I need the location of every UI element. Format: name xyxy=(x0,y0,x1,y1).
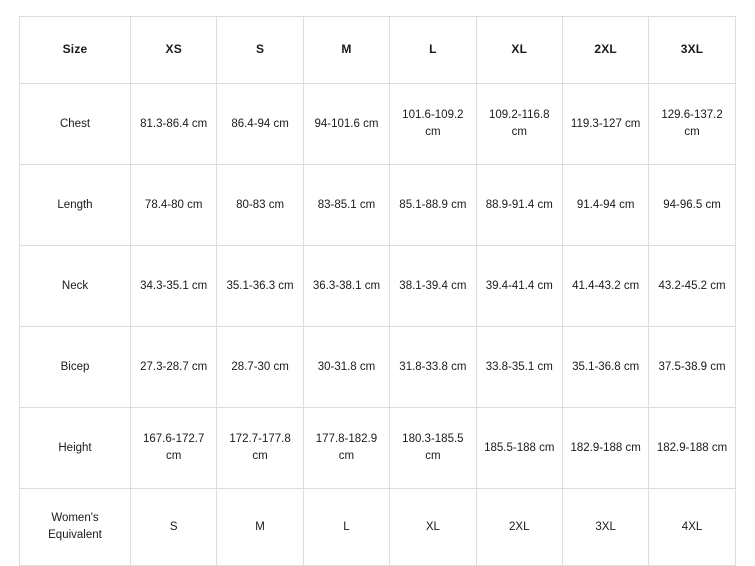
cell-womens-m: L xyxy=(303,489,389,566)
row-label-length: Length xyxy=(20,165,131,246)
size-chart-body xyxy=(20,84,736,566)
row-label-neck: Neck xyxy=(20,246,131,327)
cell-height-xs: 167.6-172.7 cm xyxy=(131,408,217,489)
row-label-chest: Chest xyxy=(20,84,131,165)
cell-height-xl: 185.5-188 cm xyxy=(476,408,562,489)
cell-chest-l: 101.6-109.2 cm xyxy=(390,84,476,165)
column-header-s: S xyxy=(217,17,303,84)
cell-bicep-l: 31.8-33.8 cm xyxy=(390,327,476,408)
column-header-l: L xyxy=(390,17,476,84)
cell-height-2xl: 182.9-188 cm xyxy=(562,408,648,489)
column-header-2xl: 2XL xyxy=(562,17,648,84)
cell-height-m: 177.8-182.9 cm xyxy=(303,408,389,489)
column-header-3xl: 3XL xyxy=(649,17,735,84)
cell-bicep-xl: 33.8-35.1 cm xyxy=(476,327,562,408)
cell-womens-3xl: 4XL xyxy=(649,489,735,566)
cell-womens-xs: S xyxy=(131,489,217,566)
cell-neck-l: 38.1-39.4 cm xyxy=(390,246,476,327)
cell-neck-m: 36.3-38.1 cm xyxy=(303,246,389,327)
cell-womens-xl: 2XL xyxy=(476,489,562,566)
cell-length-xs: 78.4-80 cm xyxy=(131,165,217,246)
cell-womens-l: XL xyxy=(390,489,476,566)
cell-bicep-3xl: 37.5-38.9 cm xyxy=(649,327,735,408)
cell-length-m: 83-85.1 cm xyxy=(303,165,389,246)
cell-length-xl: 88.9-91.4 cm xyxy=(476,165,562,246)
size-chart-sheet xyxy=(0,16,755,541)
cell-neck-3xl: 43.2-45.2 cm xyxy=(649,246,735,327)
cell-chest-2xl: 119.3-127 cm xyxy=(562,84,648,165)
table-row xyxy=(20,246,736,327)
table-row xyxy=(20,408,736,489)
cell-length-2xl: 91.4-94 cm xyxy=(562,165,648,246)
cell-neck-s: 35.1-36.3 cm xyxy=(217,246,303,327)
row-label-womens-equivalent: Women's Equivalent xyxy=(20,489,131,566)
cell-womens-2xl: 3XL xyxy=(562,489,648,566)
cell-chest-3xl: 129.6-137.2 cm xyxy=(649,84,735,165)
cell-length-3xl: 94-96.5 cm xyxy=(649,165,735,246)
table-row xyxy=(20,165,736,246)
cell-chest-xs: 81.3-86.4 cm xyxy=(131,84,217,165)
cell-chest-xl: 109.2-116.8 cm xyxy=(476,84,562,165)
column-header-size: Size xyxy=(20,17,131,84)
cell-height-3xl: 182.9-188 cm xyxy=(649,408,735,489)
cell-chest-m: 94-101.6 cm xyxy=(303,84,389,165)
column-header-xs: XS xyxy=(131,17,217,84)
cell-height-s: 172.7-177.8 cm xyxy=(217,408,303,489)
column-header-m: M xyxy=(303,17,389,84)
cell-length-s: 80-83 cm xyxy=(217,165,303,246)
table-row xyxy=(20,489,736,566)
cell-neck-xl: 39.4-41.4 cm xyxy=(476,246,562,327)
cell-length-l: 85.1-88.9 cm xyxy=(390,165,476,246)
cell-chest-s: 86.4-94 cm xyxy=(217,84,303,165)
size-chart-head xyxy=(20,17,736,84)
table-header-row xyxy=(20,17,736,84)
row-label-height: Height xyxy=(20,408,131,489)
cell-bicep-2xl: 35.1-36.8 cm xyxy=(562,327,648,408)
cell-neck-2xl: 41.4-43.2 cm xyxy=(562,246,648,327)
table-row xyxy=(20,327,736,408)
row-label-bicep: Bicep xyxy=(20,327,131,408)
cell-bicep-m: 30-31.8 cm xyxy=(303,327,389,408)
table-row xyxy=(20,84,736,165)
cell-bicep-s: 28.7-30 cm xyxy=(217,327,303,408)
cell-womens-s: M xyxy=(217,489,303,566)
cell-neck-xs: 34.3-35.1 cm xyxy=(131,246,217,327)
size-chart-table xyxy=(19,16,736,566)
cell-height-l: 180.3-185.5 cm xyxy=(390,408,476,489)
column-header-xl: XL xyxy=(476,17,562,84)
cell-bicep-xs: 27.3-28.7 cm xyxy=(131,327,217,408)
